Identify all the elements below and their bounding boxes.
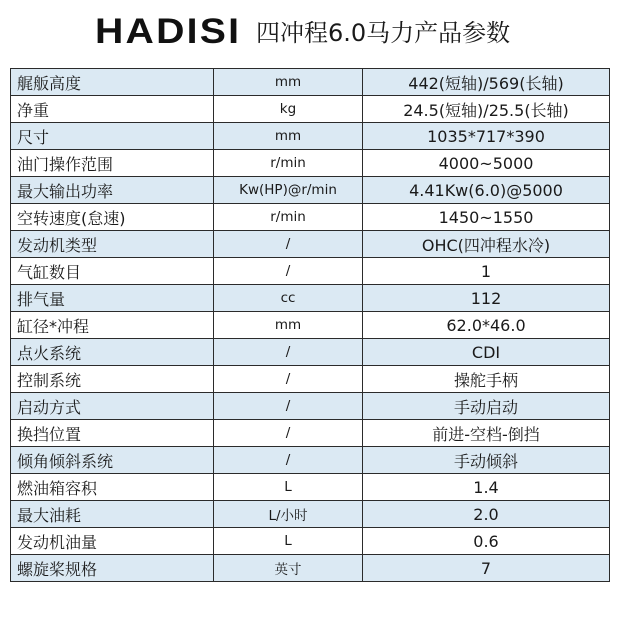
param-name-cell: 最大输出功率 (11, 177, 214, 204)
param-name-cell: 控制系统 (11, 366, 214, 393)
page-header (0, 0, 620, 62)
param-value-cell: 7 (363, 555, 610, 582)
param-unit-cell: cc (214, 285, 363, 312)
param-unit-cell: mm (214, 312, 363, 339)
table-row (11, 528, 610, 555)
param-unit-cell: / (214, 258, 363, 285)
table-row (11, 312, 610, 339)
param-unit-cell: / (214, 393, 363, 420)
table-row (11, 474, 610, 501)
param-name-cell: 缸径*冲程 (11, 312, 214, 339)
param-unit-cell: r/min (214, 204, 363, 231)
param-unit-cell: mm (214, 69, 363, 96)
param-value-cell: 0.6 (363, 528, 610, 555)
param-name-cell: 油门操作范围 (11, 150, 214, 177)
param-unit-cell: kg (214, 96, 363, 123)
param-name-cell: 尺寸 (11, 123, 214, 150)
param-unit-cell: L (214, 474, 363, 501)
table-row (11, 447, 610, 474)
param-unit-cell: 英寸 (214, 555, 363, 582)
table-row (11, 96, 610, 123)
param-unit-cell: / (214, 231, 363, 258)
param-unit-cell: Kw(HP)@r/min (214, 177, 363, 204)
table-row (11, 366, 610, 393)
param-value-cell: 112 (363, 285, 610, 312)
param-name-cell: 最大油耗 (11, 501, 214, 528)
table-row (11, 339, 610, 366)
table-row (11, 501, 610, 528)
param-unit-cell: / (214, 339, 363, 366)
param-unit-cell: r/min (214, 150, 363, 177)
param-value-cell: 手动倾斜 (363, 447, 610, 474)
param-value-cell: 1450~1550 (363, 204, 610, 231)
param-unit-cell: L (214, 528, 363, 555)
table-row (11, 231, 610, 258)
param-value-cell: CDI (363, 339, 610, 366)
table-row (11, 177, 610, 204)
param-name-cell: 倾角倾斜系统 (11, 447, 214, 474)
param-name-cell: 发动机油量 (11, 528, 214, 555)
param-unit-cell: / (214, 366, 363, 393)
table-row (11, 555, 610, 582)
param-value-cell: 442(短轴)/569(长轴) (363, 69, 610, 96)
table-row (11, 258, 610, 285)
param-value-cell: 1 (363, 258, 610, 285)
param-name-cell: 排气量 (11, 285, 214, 312)
spec-table-body (11, 69, 610, 582)
param-name-cell: 换挡位置 (11, 420, 214, 447)
spec-table (10, 68, 610, 582)
param-value-cell: 手动启动 (363, 393, 610, 420)
param-unit-cell: / (214, 447, 363, 474)
param-value-cell: 24.5(短轴)/25.5(长轴) (363, 96, 610, 123)
param-name-cell: 净重 (11, 96, 214, 123)
param-value-cell: 前进-空档-倒挡 (363, 420, 610, 447)
param-value-cell: 4.41Kw(6.0)@5000 (363, 177, 610, 204)
param-value-cell: 62.0*46.0 (363, 312, 610, 339)
table-row (11, 285, 610, 312)
param-unit-cell: L/小时 (214, 501, 363, 528)
param-value-cell: OHC(四冲程水冷) (363, 231, 610, 258)
param-name-cell: 气缸数目 (11, 258, 214, 285)
param-value-cell: 操舵手柄 (363, 366, 610, 393)
table-row (11, 420, 610, 447)
param-value-cell: 1035*717*390 (363, 123, 610, 150)
table-row (11, 204, 610, 231)
table-row (11, 123, 610, 150)
param-unit-cell: / (214, 420, 363, 447)
param-name-cell: 螺旋桨规格 (11, 555, 214, 582)
param-name-cell: 艉舨高度 (11, 69, 214, 96)
table-row (11, 69, 610, 96)
brand-logo: HADISI (95, 12, 242, 51)
param-value-cell: 4000~5000 (363, 150, 610, 177)
param-name-cell: 燃油箱容积 (11, 474, 214, 501)
param-value-cell: 1.4 (363, 474, 610, 501)
param-name-cell: 启动方式 (11, 393, 214, 420)
table-row (11, 393, 610, 420)
param-value-cell: 2.0 (363, 501, 610, 528)
param-unit-cell: mm (214, 123, 363, 150)
param-name-cell: 空转速度(怠速) (11, 204, 214, 231)
table-row (11, 150, 610, 177)
param-name-cell: 点火系统 (11, 339, 214, 366)
page-title: 四冲程6.0马力产品参数 (256, 19, 511, 47)
param-name-cell: 发动机类型 (11, 231, 214, 258)
